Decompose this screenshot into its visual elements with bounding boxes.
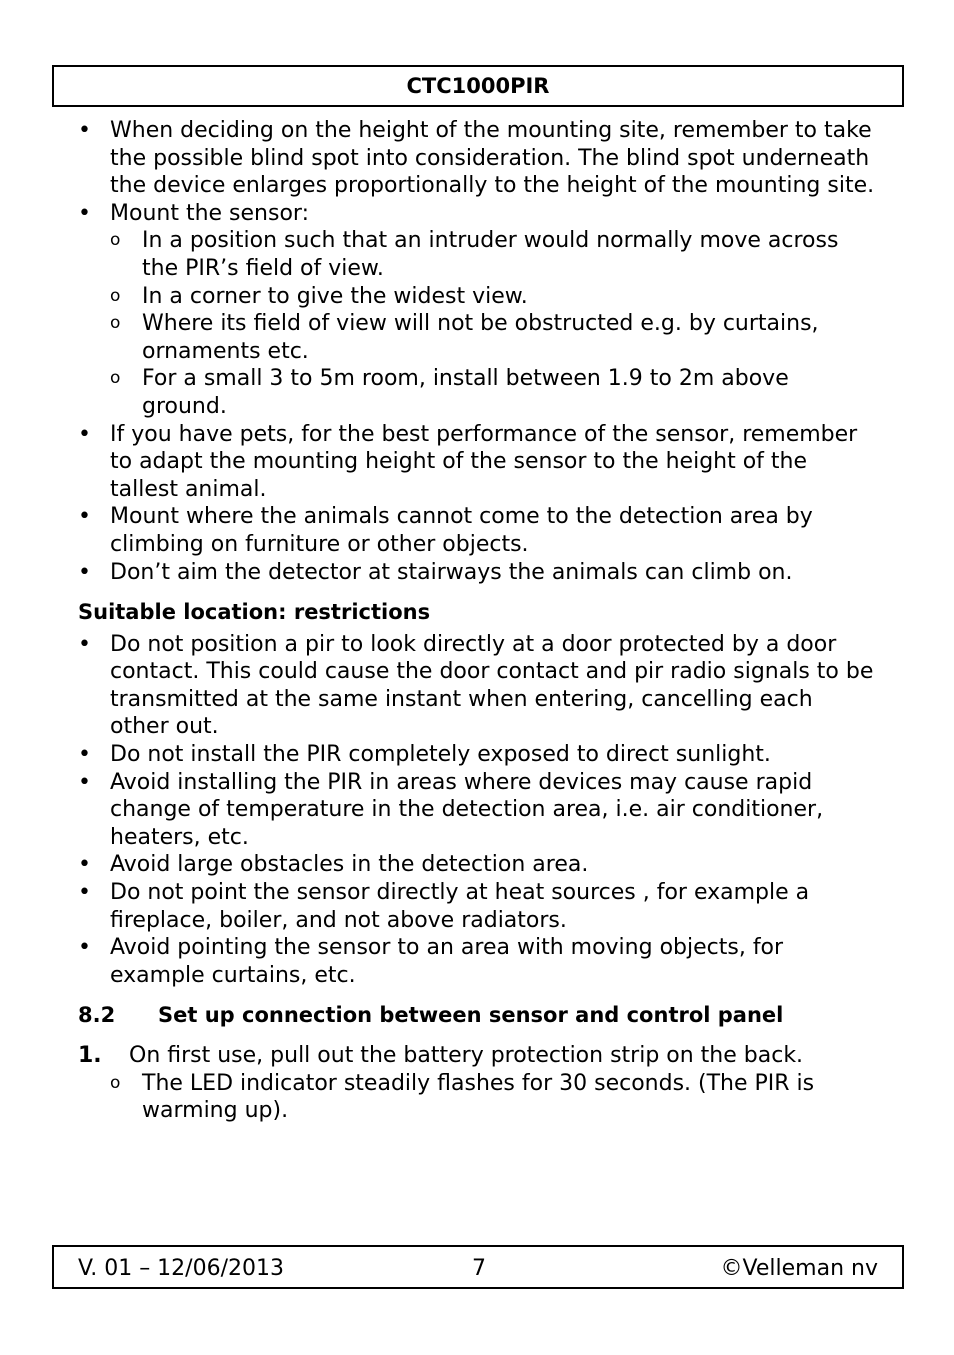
list-item: • Do not position a pir to look directly at a door protected by a door contact. This could cause the door contact and pir radio signals to be transmitted at the same instant when entering, cancelling each other out. (78, 631, 874, 740)
numbered-step (78, 1042, 878, 1070)
bullet-icon: • (78, 935, 91, 961)
page-content (78, 117, 878, 1125)
list-item: • If you have pets, for the best performance of the sensor, remember to adapt the mounting height of the sensor to the height of the tallest animal. (78, 421, 858, 502)
circle-bullet-icon: o (110, 368, 121, 389)
sub-list-item: o In a corner to give the widest view. (110, 283, 528, 309)
section-number: 8.2 (78, 1003, 116, 1028)
version-label: V. 01 – 12/06/2013 (78, 1256, 284, 1281)
bullet-icon: • (78, 631, 91, 657)
list-item: • Mount where the animals cannot come to the detection area by climbing on furniture or other objects. (78, 504, 813, 557)
restrictions-list (78, 631, 878, 990)
sub-list-item: o In a position such that an intruder would normally move across the PIR’s field of view. (110, 228, 839, 281)
list-item: • Do not point the sensor directly at heat sources , for example a fireplace, boiler, and not above radiators. (78, 880, 810, 933)
subsection-heading (78, 1002, 878, 1030)
list-item: • Avoid pointing the sensor to an area with moving objects, for example curtains, etc. (78, 935, 784, 988)
list-item: • Do not install the PIR completely exposed to direct sunlight. (78, 742, 771, 768)
circle-bullet-icon: o (110, 1072, 121, 1093)
bullet-icon: • (78, 118, 91, 143)
list-item: • When deciding on the height of the mounting site, remember to take the possible blind spot into consideration. The blind spot underneath the device enlarges proportionally to the height of the mounting site. (78, 118, 875, 199)
document-header (52, 65, 904, 107)
sub-list-item: o Where its field of view will not be obstructed e.g. by curtains, ornaments etc. (110, 311, 819, 364)
mounting-list (78, 117, 878, 586)
circle-bullet-icon: o (110, 285, 121, 306)
circle-bullet-icon: o (110, 230, 121, 251)
header-title: CTC1000PIR (406, 74, 550, 98)
circle-bullet-icon: o (110, 313, 121, 334)
list-item: • Don’t aim the detector at stairways the animals can climb on. (78, 559, 793, 585)
bullet-icon: • (78, 504, 91, 530)
list-item: • Mount the sensor: (78, 200, 309, 226)
bullet-icon: • (78, 421, 91, 447)
bullet-icon: • (78, 200, 91, 226)
section-heading: Suitable location: restrictions (78, 600, 431, 625)
bullet-icon: • (78, 880, 91, 906)
sub-list-item: o The LED indicator steadily flashes for 30 seconds. (The PIR is warming up). (110, 1070, 815, 1124)
list-item: • Avoid large obstacles in the detection area. (78, 852, 589, 878)
page-number: 7 (472, 1256, 486, 1281)
bullet-icon: • (78, 852, 91, 878)
document-footer (52, 1245, 904, 1289)
bullet-icon: • (78, 559, 91, 585)
step-text: On first use, pull out the battery protection strip on the back. (129, 1043, 804, 1068)
copyright-label: ©Velleman nv (720, 1256, 878, 1281)
bullet-icon: • (78, 769, 91, 795)
sub-list-item: o For a small 3 to 5m room, install between 1.9 to 2m above ground. (110, 366, 789, 419)
list-item: • Avoid installing the PIR in areas where devices may cause rapid change of temperature in the detection area, i.e. air conditioner, heaters, etc. (78, 769, 824, 850)
bullet-icon: • (78, 742, 91, 768)
section-title: Set up connection between sensor and control panel (158, 1003, 784, 1028)
step-number: 1. (78, 1043, 102, 1068)
